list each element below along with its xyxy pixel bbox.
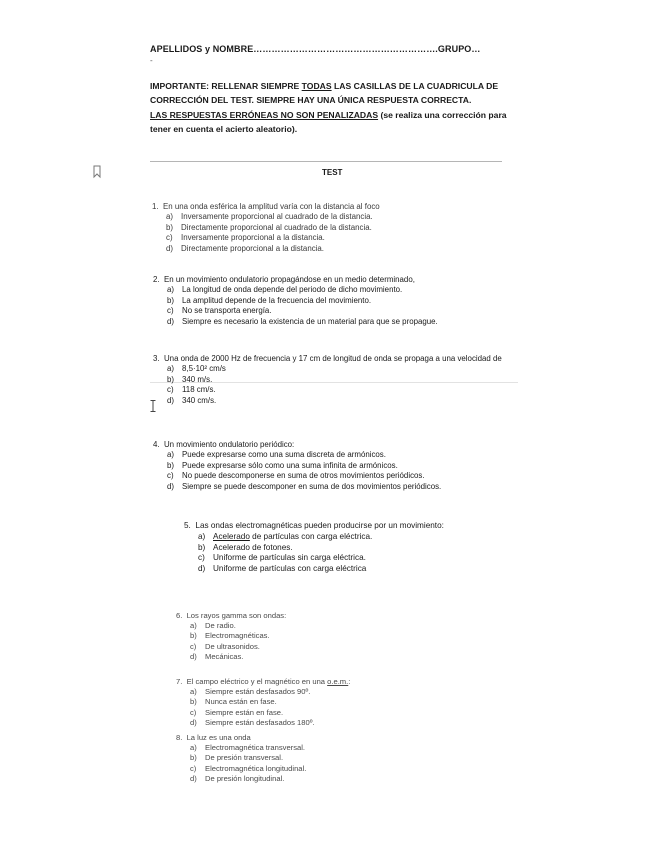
option-b[interactable]: b) Nunca están en fase. — [190, 697, 277, 707]
question-stem: Un movimiento ondulatorio periódico: — [163, 440, 295, 449]
option-c[interactable]: c) No puede descomponerse en suma de otros movimientos periódicos. — [167, 471, 425, 481]
option-b[interactable]: b) Acelerado de fotones. — [198, 542, 293, 552]
option-a[interactable]: a) Acelerado de partículas con carga eléctrica. — [198, 531, 373, 541]
name-group-line: APELLIDOS y NOMBRE…………………………………………………….GRUPO… — [150, 44, 481, 54]
option-a[interactable]: a) Electromagnética transversal. — [190, 743, 306, 753]
penalty-text: LAS RESPUESTAS ERRÓNEAS NO SON PENALIZADAS — [150, 110, 379, 120]
question-stem: En una onda esférica la amplitud varía con la distancia al foco — [162, 202, 380, 211]
question-stem: Los rayos gamma son ondas: — [186, 611, 287, 620]
question-stem: En un movimiento ondulatorio propagándose en un medio determinado, — [163, 275, 415, 284]
question-7 — [176, 677, 350, 728]
question-5 — [184, 521, 444, 575]
question-8 — [176, 733, 306, 784]
option-c[interactable]: c) Inversamente proporcional a la distancia. — [166, 233, 325, 243]
option-d[interactable]: d) Uniforme de partículas con carga eléctrica — [198, 564, 367, 574]
option-a[interactable]: a) Inversamente proporcional al cuadrado de la distancia. — [166, 212, 373, 222]
option-d[interactable]: d) Directamente proporcional a la distancia. — [166, 243, 324, 253]
instructions-part2: LAS CASILLAS DE LA CUADRICULA DE CORRECCIÓN DEL TEST. SIEMPRE HAY UNA ÚNICA RESPUESTA CORRECTA. — [150, 81, 499, 105]
option-a[interactable]: a) Puede expresarse como una suma discreta de armónicos. — [167, 450, 386, 460]
option-c[interactable]: c) Siempre están en fase. — [190, 707, 284, 717]
option-d[interactable]: d) De presión longitudinal. — [190, 773, 285, 783]
question-2 — [153, 275, 438, 327]
question-number: 1. — [152, 202, 159, 211]
question-stem-abbrev: o.e.m. — [327, 677, 349, 686]
question-stem: Una onda de 2000 Hz de frecuencia y 17 cm de longitud de onda se propaga a una velocidad de — [163, 354, 502, 363]
option-d[interactable]: d) Siempre se puede descomponer en suma de dos movimientos periódicos. — [167, 481, 442, 491]
option-a[interactable]: a) 8,5·10² cm/s — [167, 364, 226, 374]
question-4 — [153, 440, 441, 492]
question-stem: Las ondas electromagnéticas pueden producirse por un movimiento: — [195, 521, 444, 530]
option-b[interactable]: b) 340 m/s. — [167, 374, 213, 384]
option-b[interactable]: b) La amplitud depende de la frecuencia del movimiento. — [167, 295, 372, 305]
instructions-important — [150, 79, 522, 107]
option-d[interactable]: d) Siempre es necesario la existencia de un material para que se propague. — [167, 316, 438, 326]
penalty-note: (se realiza una corrección para tener en cuenta el acierto aleatorio). — [150, 110, 507, 134]
question-number: 2. — [153, 275, 160, 284]
question-number: 8. — [176, 733, 183, 742]
question-3 — [153, 354, 518, 406]
question-stem-prefix: El campo eléctrico y el magnético en una — [186, 677, 328, 686]
instructions-todas: TODAS — [301, 81, 332, 91]
question-number: 6. — [176, 611, 183, 620]
option-b[interactable]: b) Puede expresarse sólo como una suma infinita de armónicos. — [167, 460, 398, 470]
option-d[interactable]: d) Mecánicas. — [190, 651, 244, 661]
option-b[interactable]: b) De presión transversal. — [190, 753, 284, 763]
option-c[interactable]: c) Electromagnética longitudinal. — [190, 763, 307, 773]
option-b[interactable]: b) Directamente proporcional al cuadrado de la distancia. — [166, 222, 372, 232]
question-6 — [176, 611, 286, 662]
question-stem-suffix: : — [348, 677, 351, 686]
question-1 — [152, 202, 380, 254]
option-a[interactable]: a) La longitud de onda depende del periodo de dicho movimiento. — [167, 285, 403, 295]
bookmark-marker-icon — [92, 165, 104, 179]
option-c[interactable]: c) Uniforme de partículas sin carga eléctrica. — [198, 553, 366, 563]
question-number: 4. — [153, 440, 160, 449]
option-d[interactable]: d) Siempre están desfasados 180º. — [190, 717, 315, 727]
option-c[interactable]: c) 118 cm/s. — [167, 385, 216, 395]
small-mark: - — [150, 56, 153, 65]
option-a[interactable]: a) De radio. — [190, 621, 236, 631]
question-number: 5. — [184, 521, 191, 530]
option-a[interactable]: a) Siempre están desfasados 90º. — [190, 687, 311, 697]
option-d[interactable]: d) 340 cm/s. — [167, 395, 217, 405]
question-stem: La luz es una onda — [186, 733, 251, 742]
question-number: 7. — [176, 677, 183, 686]
option-b[interactable]: b) Electromagnéticas. — [190, 631, 270, 641]
option-c[interactable]: c) De ultrasonidos. — [190, 641, 260, 651]
question-number: 3. — [153, 354, 160, 363]
test-title: TEST — [322, 168, 343, 177]
section-divider — [150, 161, 502, 162]
instructions-part1: IMPORTANTE: RELLENAR SIEMPRE — [150, 81, 302, 91]
instructions-penalty — [150, 108, 522, 136]
option-c[interactable]: c) No se transporta energía. — [167, 306, 272, 316]
